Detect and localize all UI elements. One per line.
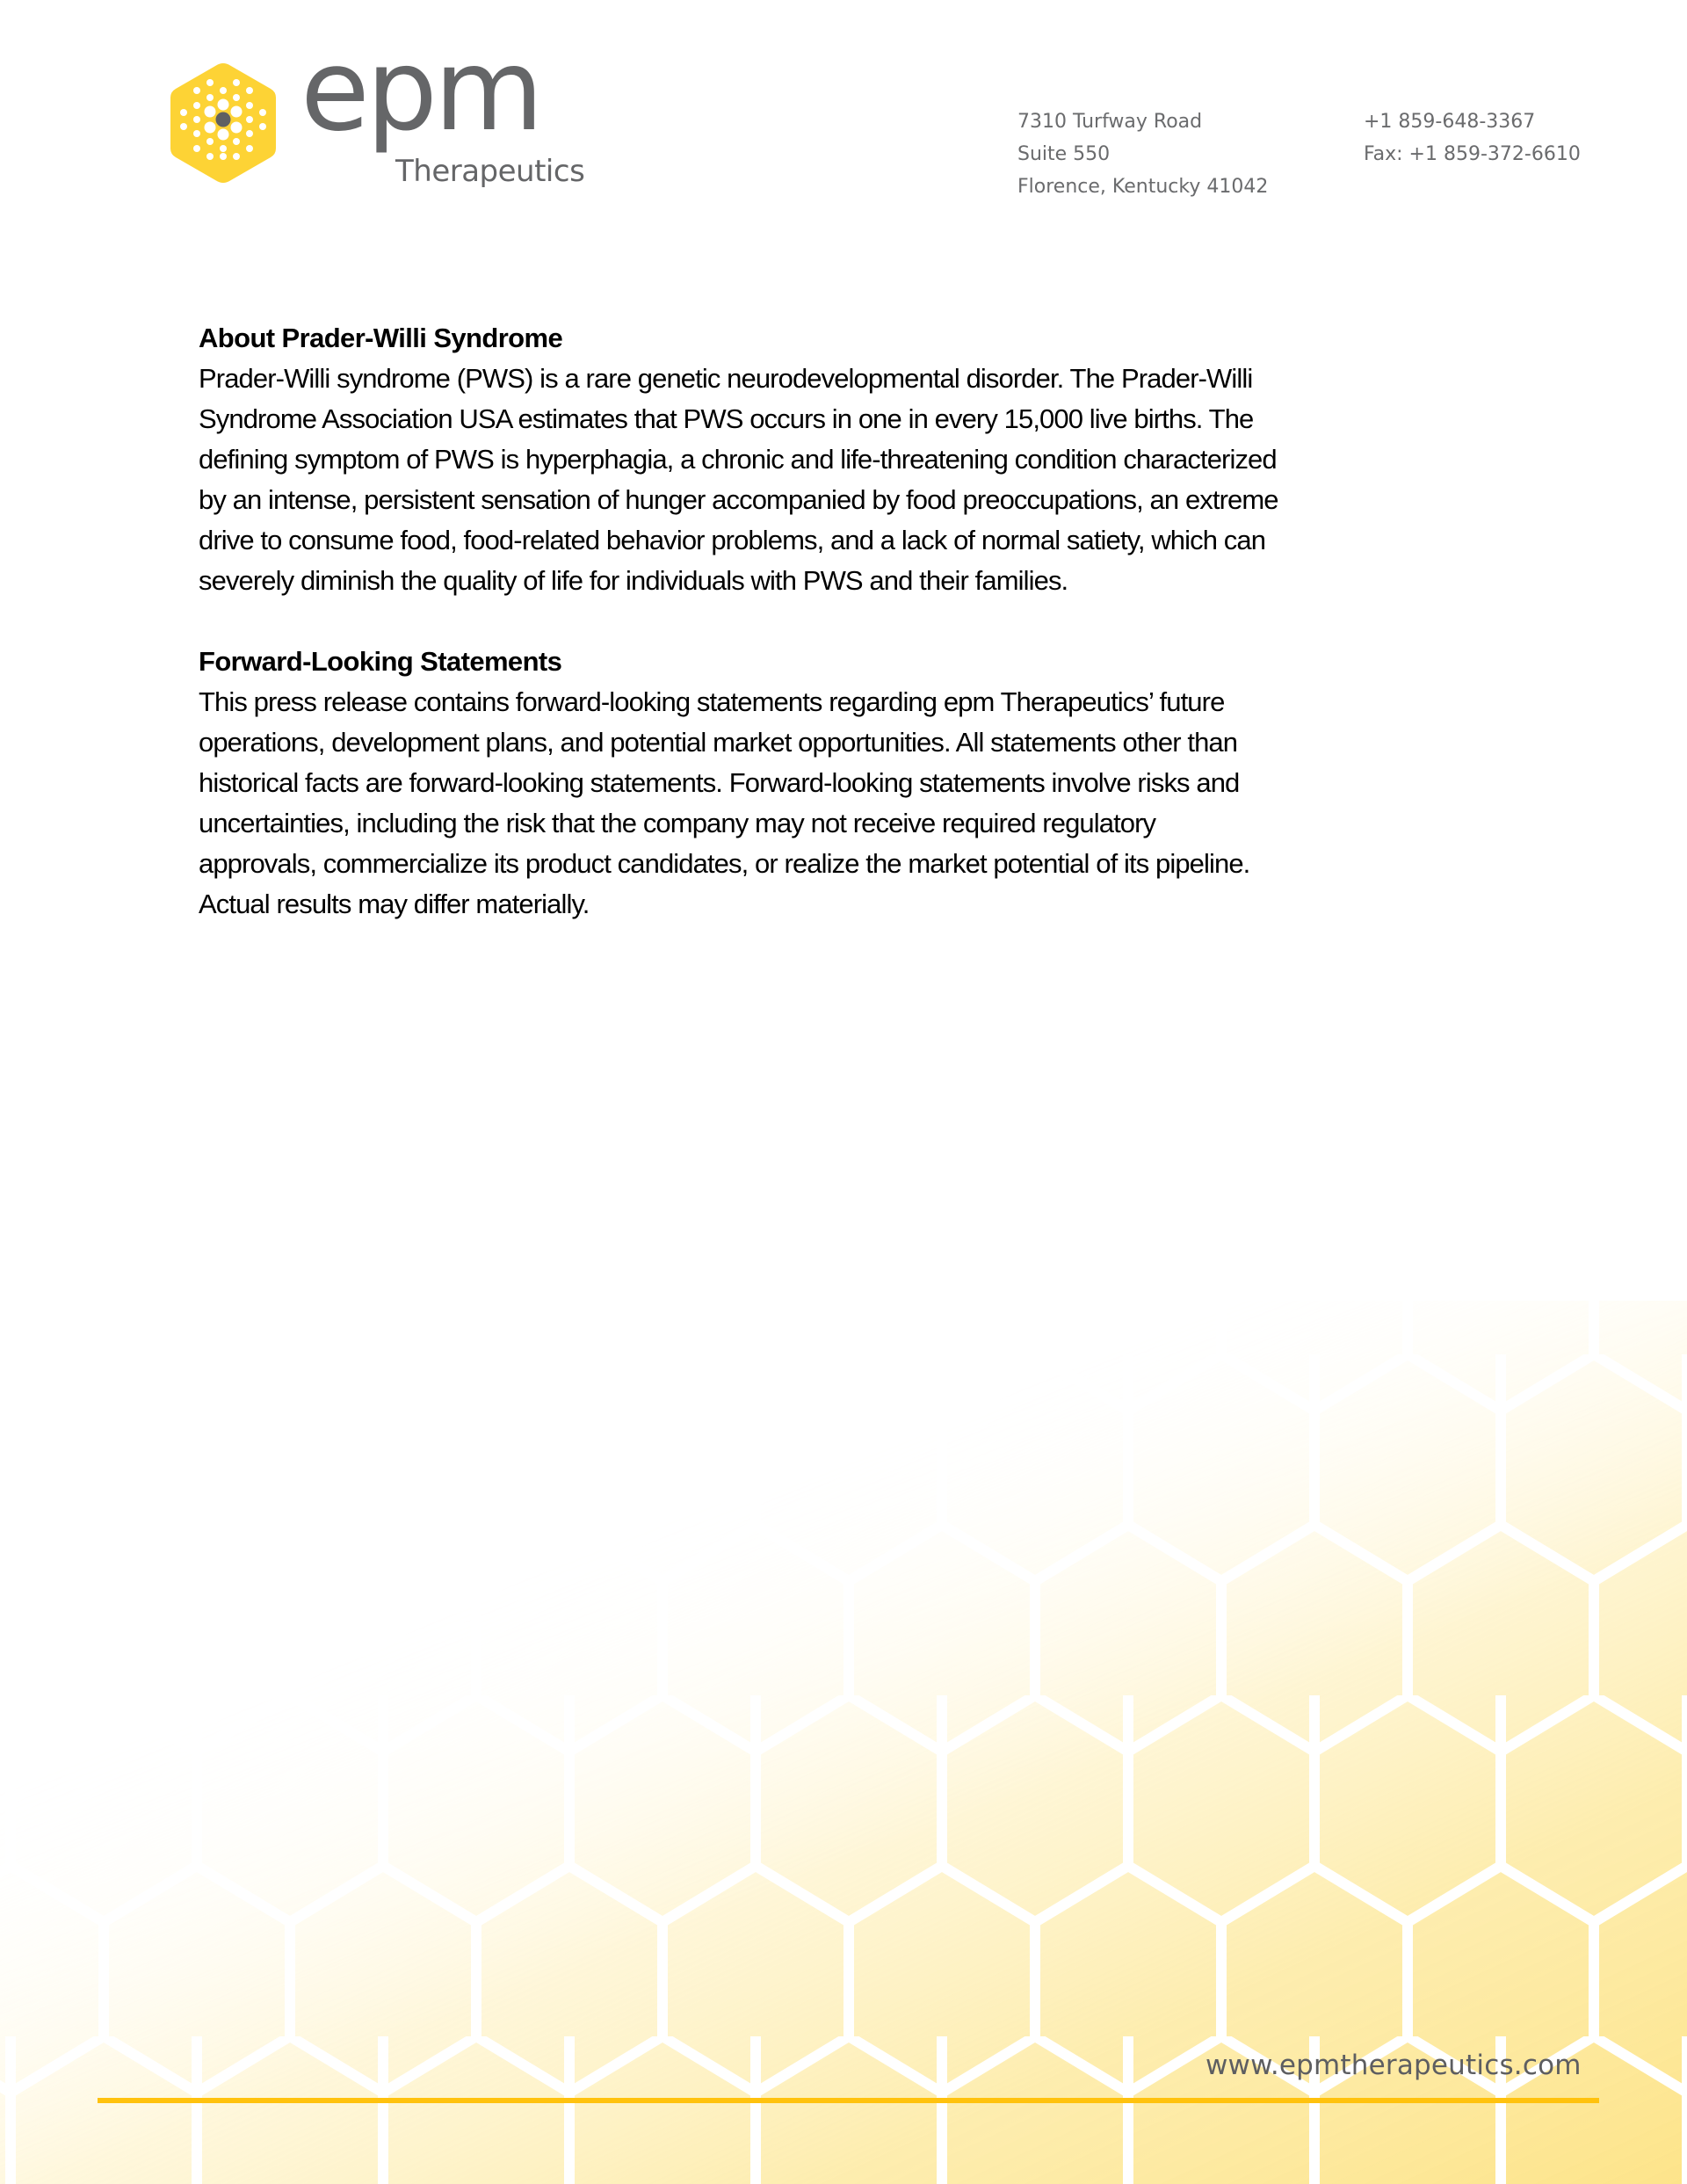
paragraph-line: defining symptom of PWS is hyperphagia, a chronic and life-threatening condition characterized (199, 444, 1277, 475)
address-line: Florence, Kentucky 41042 (1017, 176, 1269, 198)
section-paragraph (199, 359, 1517, 601)
fax-number: Fax: +1 859-372-6610 (1364, 143, 1581, 165)
paragraph-line: Syndrome Association USA estimates that PWS occurs in one in every 15,000 live births. The (199, 403, 1254, 434)
logo-subtitle: Therapeutics (395, 154, 585, 189)
company-phones (1364, 105, 1581, 171)
document-body (199, 318, 1517, 965)
section-about-pws (199, 318, 1517, 601)
section-forward-looking-statements (199, 642, 1517, 925)
paragraph-line: This press release contains forward-looking statements regarding epm Therapeutics’ future (199, 686, 1225, 717)
section-heading: About Prader-Willi Syndrome (199, 323, 563, 353)
website-link[interactable]: www.epmtherapeutics.com (1206, 2050, 1582, 2081)
paragraph-line: uncertainties, including the risk that the company may not receive required regulatory (199, 808, 1156, 838)
letterhead (0, 0, 1687, 229)
logo-wordmark: epm (300, 25, 540, 156)
phone-number: +1 859-648-3367 (1364, 111, 1536, 133)
address-line: 7310 Turfway Road (1017, 111, 1203, 133)
footer-divider (98, 2098, 1599, 2103)
paragraph-line: Prader-Willi syndrome (PWS) is a rare genetic neurodevelopmental disorder. The Prader-Willi (199, 363, 1253, 394)
paragraph-line: Actual results may differ materially. (199, 889, 590, 919)
paragraph-line: historical facts are forward-looking statements. Forward-looking statements involve risks and (199, 767, 1240, 798)
section-paragraph (199, 682, 1517, 925)
company-logo (169, 25, 608, 211)
paragraph-line: operations, development plans, and potential market opportunities. All statements other than (199, 727, 1238, 758)
paragraph-line: approvals, commercialize its product candidates, or realize the market potential of its pipeline. (199, 848, 1250, 879)
honeycomb-hexagon-logo-icon (169, 62, 278, 185)
paragraph-line: by an intense, persistent sensation of hunger accompanied by food preoccupations, an extreme (199, 484, 1278, 515)
section-heading: Forward-Looking Statements (199, 646, 562, 677)
address-line: Suite 550 (1017, 143, 1111, 165)
paragraph-line: drive to consume food, food-related behavior problems, and a lack of normal satiety, which can (199, 525, 1266, 555)
paragraph-line: severely diminish the quality of life for individuals with PWS and their families. (199, 565, 1068, 596)
company-address (1017, 105, 1268, 203)
